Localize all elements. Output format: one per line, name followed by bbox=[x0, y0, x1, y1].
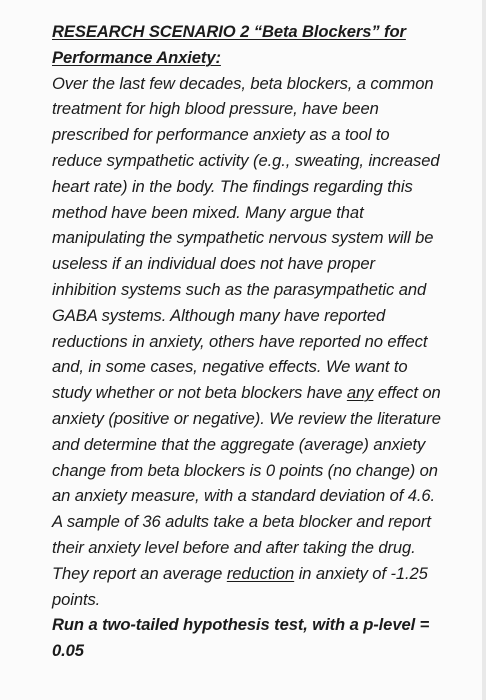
description-part-2: effect on anxiety (positive or negative). We review the literature and determine that the aggregate (average) anxiety change from beta blockers is 0 points (no change) on an anxiety measure, with a standard deviation of 4.6. A sample of 36 adults take a beta blocker and report their anxiety level before and after taking the drug. They report an average bbox=[52, 383, 441, 583]
emphasis-any: any bbox=[346, 383, 374, 403]
scenario-description bbox=[52, 71, 442, 613]
research-scenario bbox=[52, 19, 442, 664]
emphasis-reduction: reduction bbox=[226, 563, 295, 583]
task-instruction: Run a two-tailed hypothesis test, with a p-level = 0.05 bbox=[52, 615, 430, 661]
description-part-1: Over the last few decades, beta blockers, a common treatment for high blood pressure, have been prescribed for performance anxiety as a tool to reduce sympathetic activity (e.g., sweating, increased heart rate) in the body. The findings regarding this method have been mixed. Many argue that manipulating the sympathetic nervous system will be useless if an individual does not have proper inhibition systems such as the parasympathetic and GABA systems. Although many have reported reductions in anxiety, others have reported no effect and, in some cases, negative effects. We want to study whether or not beta blockers have bbox=[52, 73, 440, 403]
scenario-heading: RESEARCH SCENARIO 2 “Beta Blockers” for Performance Anxiety: bbox=[52, 22, 406, 67]
description-part-3: in anxiety of -1.25 points. bbox=[52, 563, 428, 609]
